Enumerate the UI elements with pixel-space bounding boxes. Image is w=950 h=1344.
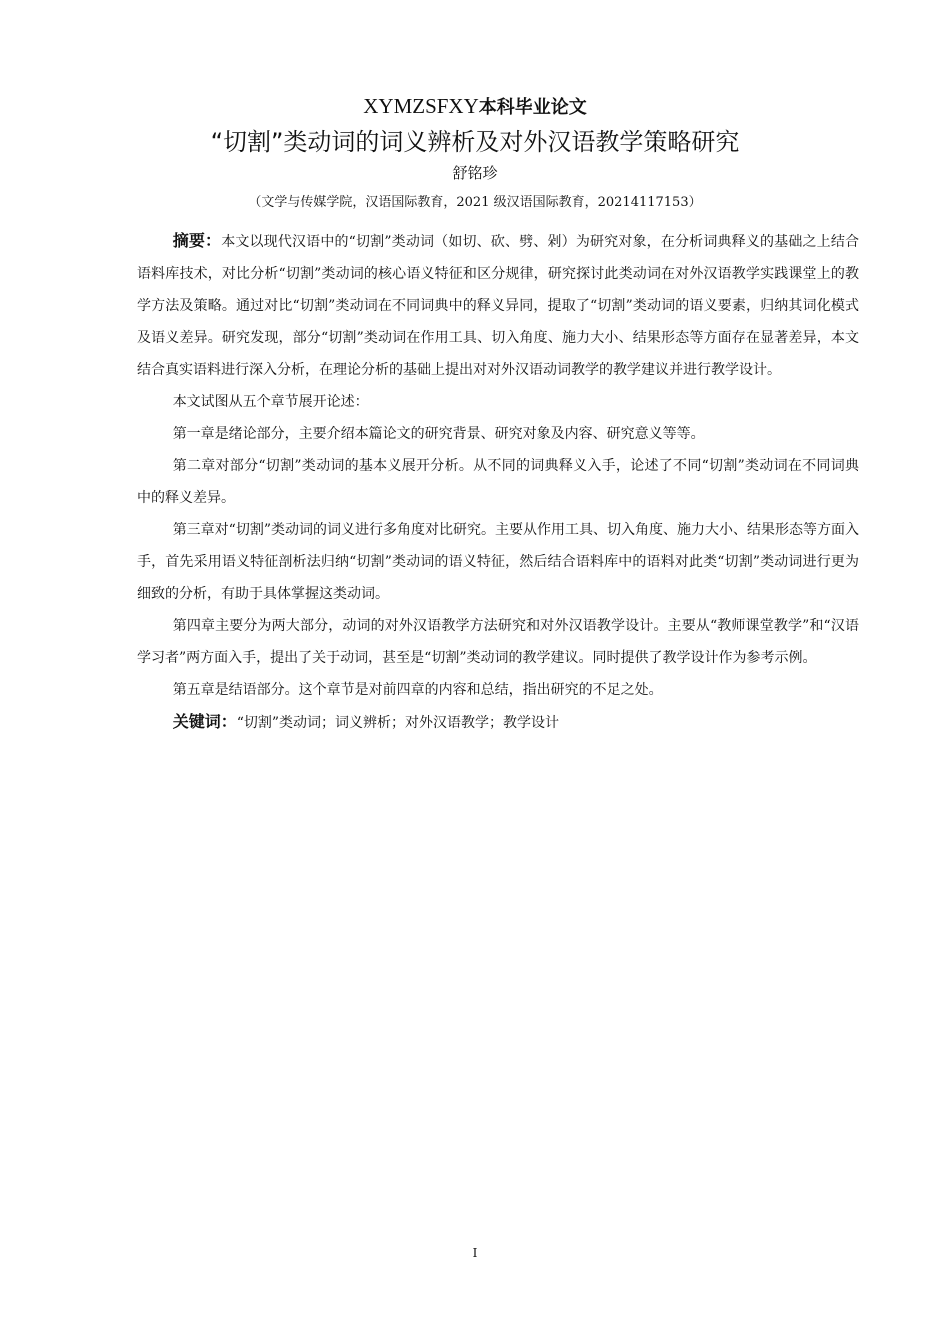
- chapter-3-summary: 第三章对“切割”类动词的词义进行多角度对比研究。主要从作用工具、切入角度、施力大小、结果形态等方面入手，首先采用语义特征剖析法归纳“切割”类动词的语义特征，然后结合语料库中的语料对此类“切割”类动词进行更为细致的分析，有助于具体掌握这类动词。: [137, 522, 859, 602]
- chapter-1-summary: 第一章是绪论部分，主要介绍本篇论文的研究背景、研究对象及内容、研究意义等等。: [172, 426, 705, 442]
- paper-title: “切割”类动词的词义辨析及对外汉语教学策略研究: [210, 128, 740, 156]
- outline-intro: 本文试图从五个章节展开论述：: [172, 394, 369, 410]
- thesis-header: [0, 92, 950, 122]
- abstract-paragraph: [137, 225, 859, 386]
- author-name: 舒铭珍: [452, 164, 498, 182]
- abstract-label: 摘要：: [172, 231, 222, 250]
- abstract-section: [137, 225, 859, 739]
- abstract-text: 本文以现代汉语中的“切割”类动词（如切、砍、劈、剁）为研究对象，在分析词典释义的基础之上结合语料库技术，对比分析“切割”类动词的核心语义特征和区分规律，研究探讨此类动词在对外汉语教学实践课堂上的教学方法及策略。通过对比“切割”类动词在不同词典中的释义异同，提取了“切割”类动词的语义要素，归纳其词化模式及语义差异。研究发现，部分“切割”类动词在作用工具、切入角度、施力大小、结果形态等方面存在显著差异，本文结合真实语料进行深入分析，在理论分析的基础上提出对对外汉语动词教学的教学建议并进行教学设计。: [137, 234, 859, 378]
- keywords-label: 关键词：: [172, 712, 237, 731]
- chapter-2-summary: 第二章对部分“切割”类动词的基本义展开分析。从不同的词典释义入手，论述了不同“切割”类动词在不同词典中的释义差异。: [137, 458, 859, 506]
- chapter-5-summary: 第五章是结语部分。这个章节是对前四章的内容和总结，指出研究的不足之处。: [172, 682, 663, 698]
- author-affiliation: （文学与传媒学院，汉语国际教育，2021 级汉语国际教育，20214117153）: [248, 195, 702, 210]
- chapter-4-summary: 第四章主要分为两大部分，动词的对外汉语教学方法研究和对外汉语教学设计。主要从“教师课堂教学”和“汉语学习者”两方面入手，提出了关于动词，甚至是“切割”类动词的教学建议。同时提供了教学设计作为参考示例。: [137, 618, 859, 666]
- institution-code: XYMZSFXY: [363, 94, 479, 118]
- keywords-row: [137, 706, 859, 739]
- page-number: I: [472, 1246, 478, 1260]
- thesis-type-label: 本科毕业论文: [478, 97, 587, 118]
- keywords-text: “切割”类动词；词义辨析；对外汉语教学；教学设计: [236, 715, 560, 731]
